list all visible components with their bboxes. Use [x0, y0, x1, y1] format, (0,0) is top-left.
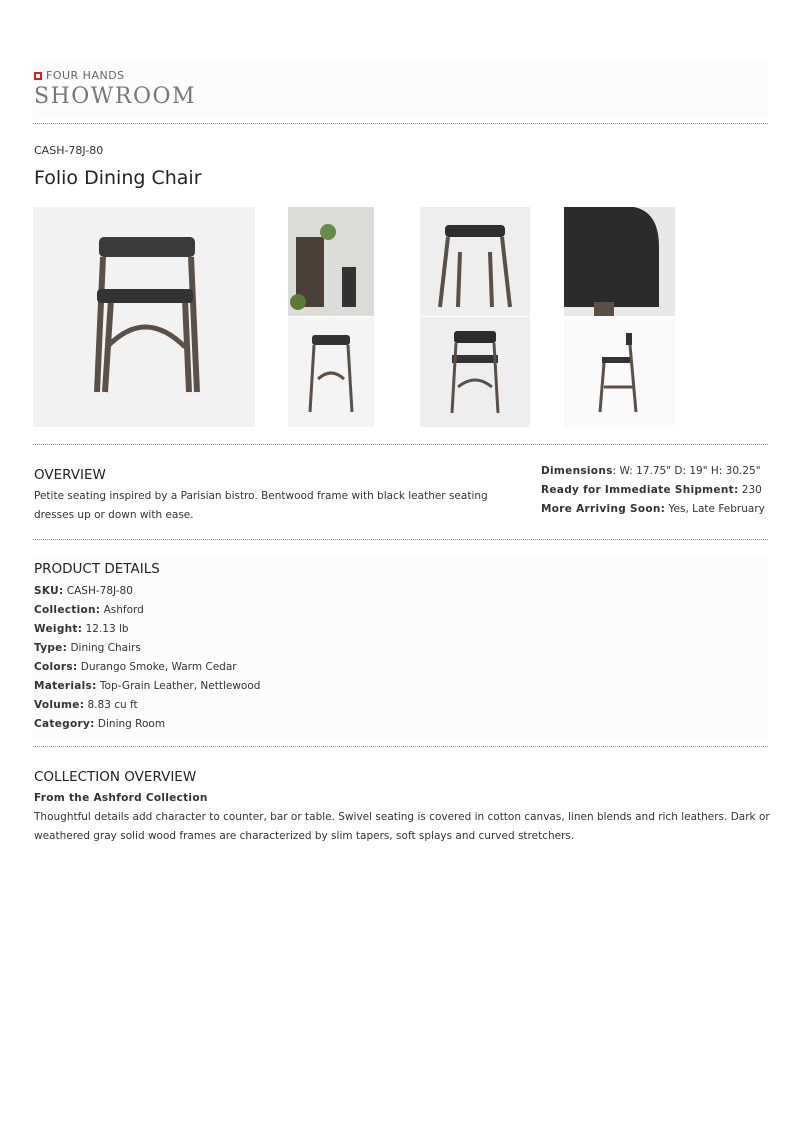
front-view-image[interactable]: [288, 317, 374, 427]
brand-main: SHOWROOM: [34, 84, 197, 109]
page-title: Folio Dining Chair: [34, 167, 202, 189]
detail-materials: Materials: Top-Grain Leather, Nettlewood: [34, 680, 261, 692]
brand-top: FOUR HANDS: [46, 69, 125, 82]
backrest-closeup-image[interactable]: [564, 207, 675, 316]
room-scene-image[interactable]: [288, 207, 374, 316]
overview-text: Petite seating inspired by a Parisian bistro. Bentwood frame with black leather seating dresses up or down with ease.: [34, 490, 488, 521]
logo-square-icon: [34, 72, 42, 80]
collection-overview-heading: COLLECTION OVERVIEW: [34, 769, 197, 785]
front-angle-image[interactable]: [420, 317, 530, 427]
divider: [33, 123, 768, 124]
spec-ready-shipment: Ready for Immediate Shipment: 230: [541, 484, 762, 496]
detail-sku: SKU: CASH-78J-80: [34, 585, 133, 597]
overview-heading: OVERVIEW: [34, 467, 106, 483]
divider: [33, 539, 768, 540]
detail-type: Type: Dining Chairs: [34, 642, 141, 654]
spec-more-arriving: More Arriving Soon: Yes, Late February: [541, 503, 765, 515]
side-view-image[interactable]: [564, 317, 675, 427]
main-product-image[interactable]: [33, 207, 255, 427]
detail-category: Category: Dining Room: [34, 718, 166, 730]
collection-text: Thoughtful details add character to counter, bar or table. Swivel seating is covered in cotton canvas, linen blends and rich leathers. Dark or weathered gray solid wood frames are characterized by slim tapers, soft splays and curved stretchers.: [34, 811, 770, 842]
product-sku: CASH-78J-80: [34, 144, 104, 157]
spec-dimensions: Dimensions: W: 17.75" D: 19" H: 30.25": [541, 465, 761, 477]
brand-logo: [34, 69, 125, 82]
detail-collection: Collection: Ashford: [34, 604, 144, 616]
detail-volume: Volume: 8.83 cu ft: [34, 699, 138, 711]
collection-overview: [34, 789, 774, 846]
divider: [33, 746, 768, 747]
seat-detail-image[interactable]: [420, 207, 530, 316]
overview-specs: [541, 462, 771, 519]
detail-weight: Weight: 12.13 lb: [34, 623, 129, 635]
product-details-list: [34, 582, 260, 734]
collection-subheading: From the Ashford Collection: [34, 792, 208, 804]
detail-colors: Colors: Durango Smoke, Warm Cedar: [34, 661, 237, 673]
divider: [33, 444, 768, 445]
product-details-heading: PRODUCT DETAILS: [34, 561, 160, 577]
